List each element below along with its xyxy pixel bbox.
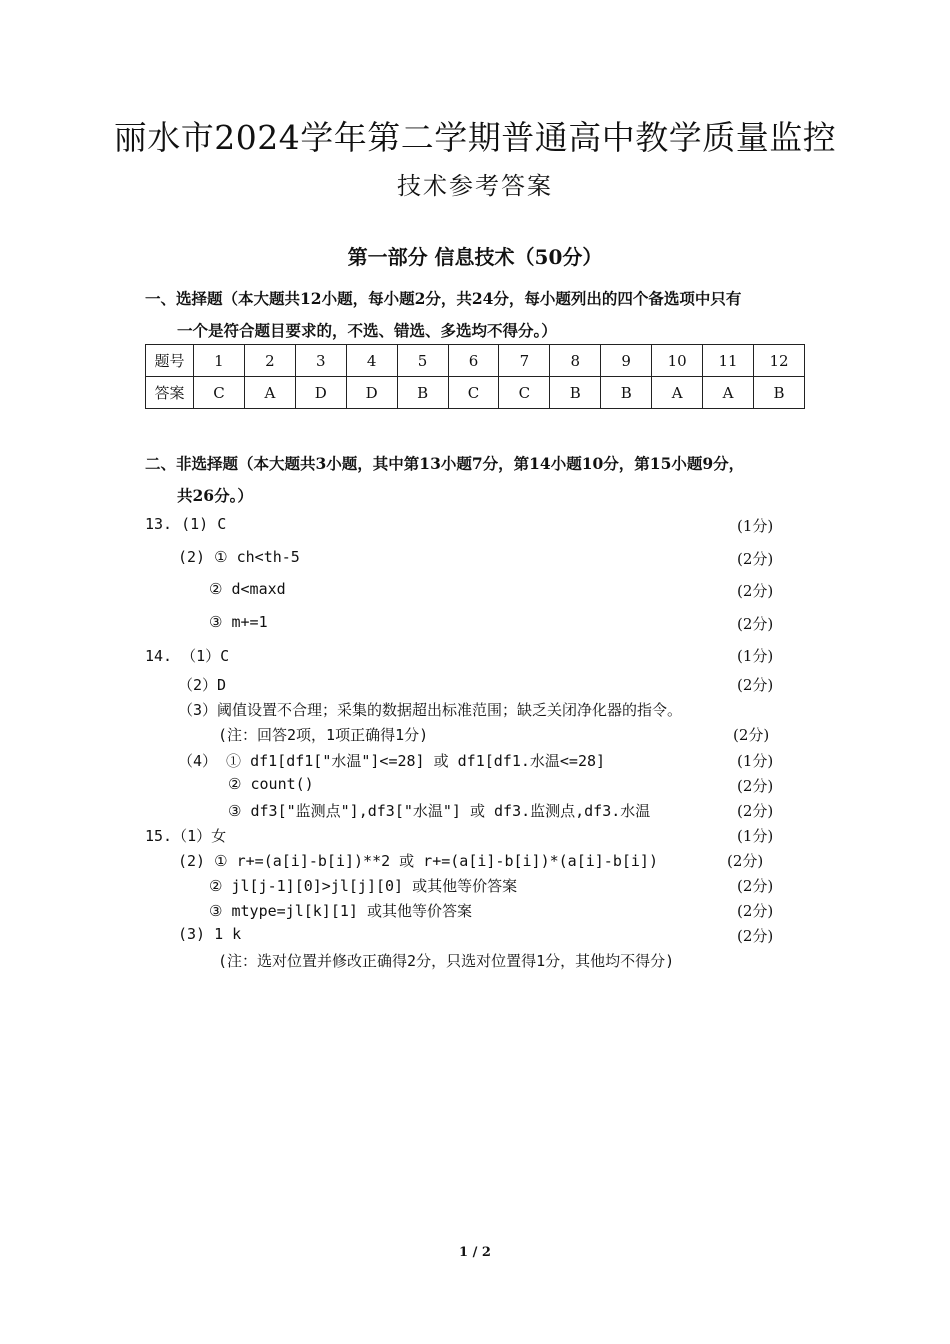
answer-line: 14. （1）C <box>145 647 230 665</box>
answer-line: （3）阈值设置不合理；采集的数据超出标准范围；缺乏关闭净化器的指令。 <box>178 701 683 719</box>
section2-heading: 二、非选择题（本大题共3小题，其中第13小题7分，第14小题10分，第15小题9分， <box>145 454 745 473</box>
table-cell: A <box>244 377 295 409</box>
table-row-answers <box>146 377 805 409</box>
score-label: (2分) <box>737 582 774 600</box>
table-cell: 9 <box>601 345 652 377</box>
score-label: (1分) <box>737 647 774 665</box>
score-label: (2分) <box>737 902 774 920</box>
table-cell: 2 <box>244 345 295 377</box>
score-label: (2分) <box>737 927 774 945</box>
score-label: (2分) <box>737 550 774 568</box>
table-cell: A <box>703 377 754 409</box>
score-label: (2分) <box>737 877 774 895</box>
table-cell: 5 <box>397 345 448 377</box>
section1-heading-cont: 一个是符合题目要求的，不选、错选、多选均不得分。） <box>177 321 557 340</box>
table-cell: 4 <box>346 345 397 377</box>
score-label: (1分) <box>737 752 774 770</box>
table-cell: D <box>295 377 346 409</box>
table-header-cell: 答案 <box>146 377 194 409</box>
score-label: (1分) <box>737 517 774 535</box>
answer-line: ② d<maxd <box>209 580 286 598</box>
answer-line: ② jl[j-1][0]>jl[j][0] 或其他等价答案 <box>209 877 518 895</box>
answer-line: (2) ① r+=(a[i]-b[i])**2 或 r+=(a[i]-b[i])*(a[i]-b[i]) <box>178 852 658 870</box>
table-cell: A <box>652 377 703 409</box>
table-cell: 8 <box>550 345 601 377</box>
score-label: (2分) <box>737 777 774 795</box>
table-cell: 12 <box>753 345 804 377</box>
answer-line: ③ df3["监测点"],df3["水温"] 或 df3.监测点,df3.水温 <box>228 802 651 820</box>
table-cell: B <box>601 377 652 409</box>
table-cell: B <box>753 377 804 409</box>
answer-line: （2）D <box>178 676 227 694</box>
table-cell: 6 <box>448 345 499 377</box>
score-label: (2分) <box>727 852 764 870</box>
table-cell: 7 <box>499 345 550 377</box>
table-cell: B <box>397 377 448 409</box>
table-cell: C <box>499 377 550 409</box>
section1-heading: 一、选择题（本大题共12小题，每小题2分，共24分，每小题列出的四个备选项中只有 <box>145 289 742 308</box>
table-cell: C <box>448 377 499 409</box>
answer-line: 13. (1) C <box>145 515 227 533</box>
answer-line: (3) 1 k <box>178 925 242 943</box>
table-cell: 10 <box>652 345 703 377</box>
score-label: (2分) <box>737 615 774 633</box>
answer-line: ③ m+=1 <box>209 613 268 631</box>
table-cell: 3 <box>295 345 346 377</box>
answer-line: 15.（1）女 <box>145 827 227 845</box>
table-cell: D <box>346 377 397 409</box>
page-number: 1 / 2 <box>459 1245 491 1260</box>
document-title: 丽水市2024学年第二学期普通高中教学质量监控 <box>113 118 837 157</box>
answer-line: （4） ① df1[df1["水温"]<=28] 或 df1[df1.水温<=28] <box>178 752 606 770</box>
answer-line: ③ mtype=jl[k][1] 或其他等价答案 <box>209 902 472 920</box>
answer-note: (注：选对位置并修改正确得2分，只选对位置得1分，其他均不得分) <box>218 952 675 970</box>
table-cell: 11 <box>703 345 754 377</box>
document-subtitle: 技术参考答案 <box>397 172 553 200</box>
table-cell: C <box>194 377 245 409</box>
score-label: (2分) <box>737 676 774 694</box>
answer-note: (注：回答2项，1项正确得1分) <box>218 726 429 744</box>
table-header-cell: 题号 <box>146 345 194 377</box>
answer-line: ② count() <box>228 775 314 793</box>
table-cell: 1 <box>194 345 245 377</box>
score-label: (2分) <box>733 726 770 744</box>
answer-table <box>145 344 805 409</box>
score-label: (2分) <box>737 802 774 820</box>
section2-heading-cont: 共26分。） <box>177 486 253 505</box>
answer-line: (2) ① ch<th-5 <box>178 548 300 566</box>
table-cell: B <box>550 377 601 409</box>
score-label: (1分) <box>737 827 774 845</box>
part-title: 第一部分 信息技术（50分） <box>347 245 603 269</box>
table-row-numbers <box>146 345 805 377</box>
